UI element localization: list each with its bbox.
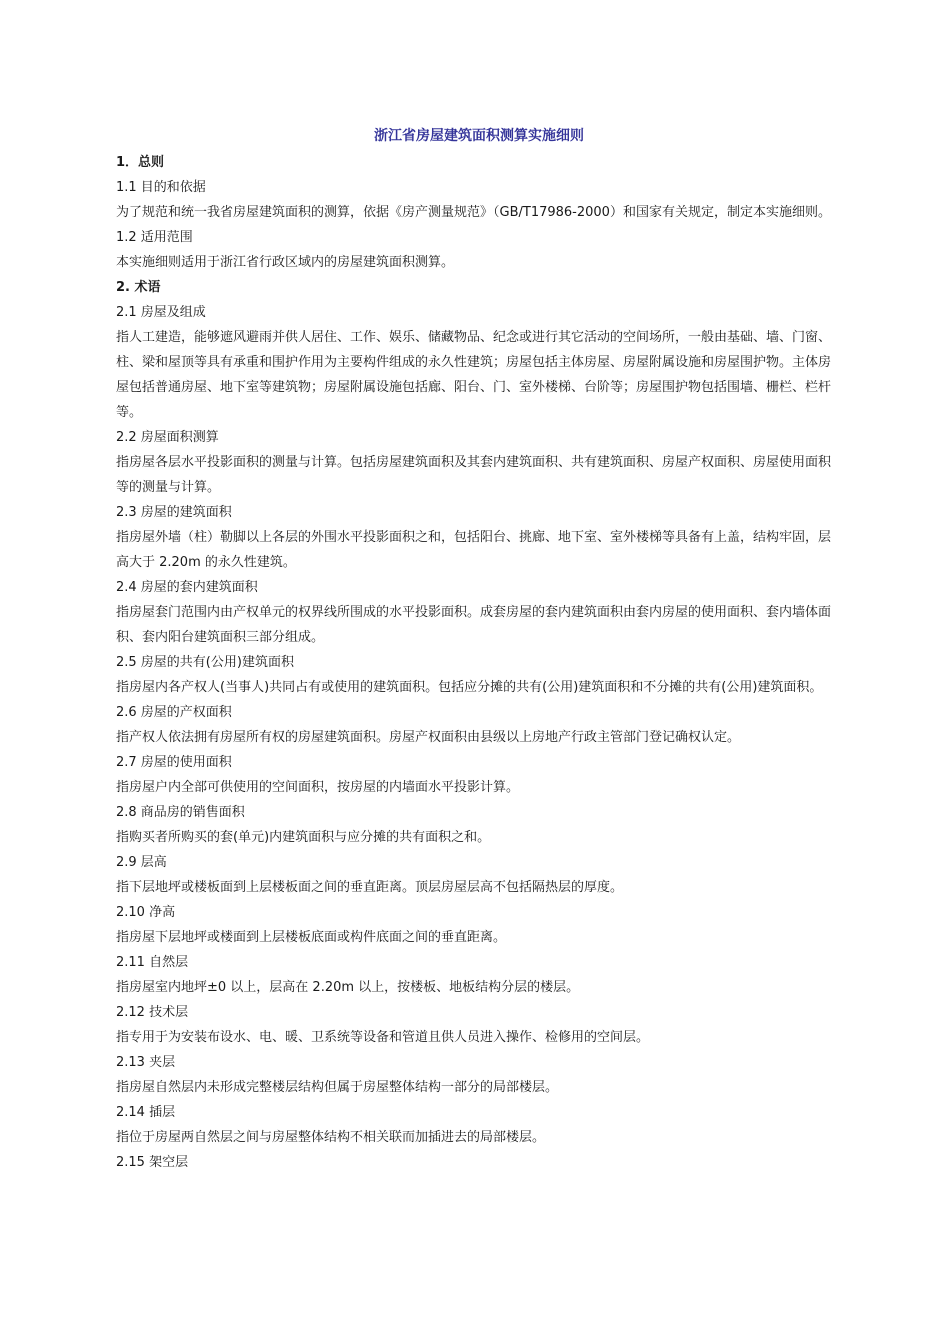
paragraph: 指房屋下层地坪或楼面到上层楼板底面或构件底面之间的垂直距离。 xyxy=(116,930,507,945)
paragraph: 指人工建造，能够遮风避雨并供人居住、工作、娱乐、储藏物品、纪念或进行其它活动的空间场所，一般由基础、墙、门窗、柱、梁和屋顶等具有承重和围护作用为主要构件组成的永久性建筑；房屋包括主体房屋、房屋附属设施和房屋围护物。主体房屋包括普通房屋、地下室等建筑物；房屋附属设施包括廊、阳台、门、室外楼梯、台阶等；房屋围护物包括围墙、栅栏、栏杆等。 xyxy=(116,330,832,420)
subsection-heading: 2.1 房屋及组成 xyxy=(116,305,206,320)
paragraph: 指房屋户内全部可供使用的空间面积，按房屋的内墙面水平投影计算。 xyxy=(116,780,520,795)
paragraph: 指房屋外墙（柱）勒脚以上各层的外围水平投影面积之和，包括阳台、挑廊、地下室、室外楼梯等具备有上盖，结构牢固，层高大于 2.20m 的永久性建筑。 xyxy=(116,530,832,570)
subsection-heading: 1.2 适用范围 xyxy=(116,230,193,245)
paragraph: 指下层地坪或楼板面到上层楼板面之间的垂直距离。顶层房屋层高不包括隔热层的厚度。 xyxy=(116,880,624,895)
section-heading: 2. 术语 xyxy=(116,280,161,295)
subsection-heading: 1.1 目的和依据 xyxy=(116,180,206,195)
paragraph: 为了规范和统一我省房屋建筑面积的测算，依据《房产测量规范》（GB/T17986-2000）和国家有关规定，制定本实施细则。 xyxy=(116,205,831,220)
subsection-heading: 2.14 插层 xyxy=(116,1105,176,1120)
subsection-heading: 2.3 房屋的建筑面积 xyxy=(116,505,232,520)
subsection-heading: 2.2 房屋面积测算 xyxy=(116,430,219,445)
paragraph: 指位于房屋两自然层之间与房屋整体结构不相关联而加插进去的局部楼层。 xyxy=(116,1130,546,1145)
paragraph: 指购买者所购买的套(单元)内建筑面积与应分摊的共有面积之和。 xyxy=(116,830,491,845)
subsection-heading: 2.13 夹层 xyxy=(116,1055,176,1070)
paragraph: 指产权人依法拥有房屋所有权的房屋建筑面积。房屋产权面积由县级以上房地产行政主管部门登记确权认定。 xyxy=(116,730,741,745)
document-page xyxy=(116,124,842,1175)
subsection-heading: 2.11 自然层 xyxy=(116,955,189,970)
subsection-heading: 2.15 架空层 xyxy=(116,1155,189,1170)
paragraph: 指房屋室内地坪±0 以上，层高在 2.20m 以上，按楼板、地板结构分层的楼层。 xyxy=(116,980,580,995)
subsection-heading: 2.12 技术层 xyxy=(116,1005,189,1020)
subsection-heading: 2.9 层高 xyxy=(116,855,167,870)
section-heading: 1．总则 xyxy=(116,155,165,170)
subsection-heading: 2.6 房屋的产权面积 xyxy=(116,705,232,720)
subsection-heading: 2.10 净高 xyxy=(116,905,176,920)
subsection-heading: 2.8 商品房的销售面积 xyxy=(116,805,245,820)
paragraph: 指房屋各层水平投影面积的测量与计算。包括房屋建筑面积及其套内建筑面积、共有建筑面积、房屋产权面积、房屋使用面积等的测量与计算。 xyxy=(116,455,832,495)
subsection-heading: 2.7 房屋的使用面积 xyxy=(116,755,232,770)
document-title: 浙江省房屋建筑面积测算实施细则 xyxy=(374,128,584,144)
paragraph: 指房屋自然层内未形成完整楼层结构但属于房屋整体结构一部分的局部楼层。 xyxy=(116,1080,559,1095)
paragraph: 本实施细则适用于浙江省行政区域内的房屋建筑面积测算。 xyxy=(116,255,455,270)
paragraph: 指房屋内各产权人(当事人)共同占有或使用的建筑面积。包括应分摊的共有(公用)建筑面积和不分摊的共有(公用)建筑面积。 xyxy=(116,680,823,695)
subsection-heading: 2.5 房屋的共有(公用)建筑面积 xyxy=(116,655,294,670)
paragraph: 指专用于为安装布设水、电、暖、卫系统等设备和管道且供人员进入操作、检修用的空间层。 xyxy=(116,1030,650,1045)
subsection-heading: 2.4 房屋的套内建筑面积 xyxy=(116,580,258,595)
paragraph: 指房屋套门范围内由产权单元的权界线所围成的水平投影面积。成套房屋的套内建筑面积由套内房屋的使用面积、套内墙体面积、套内阳台建筑面积三部分组成。 xyxy=(116,605,832,645)
